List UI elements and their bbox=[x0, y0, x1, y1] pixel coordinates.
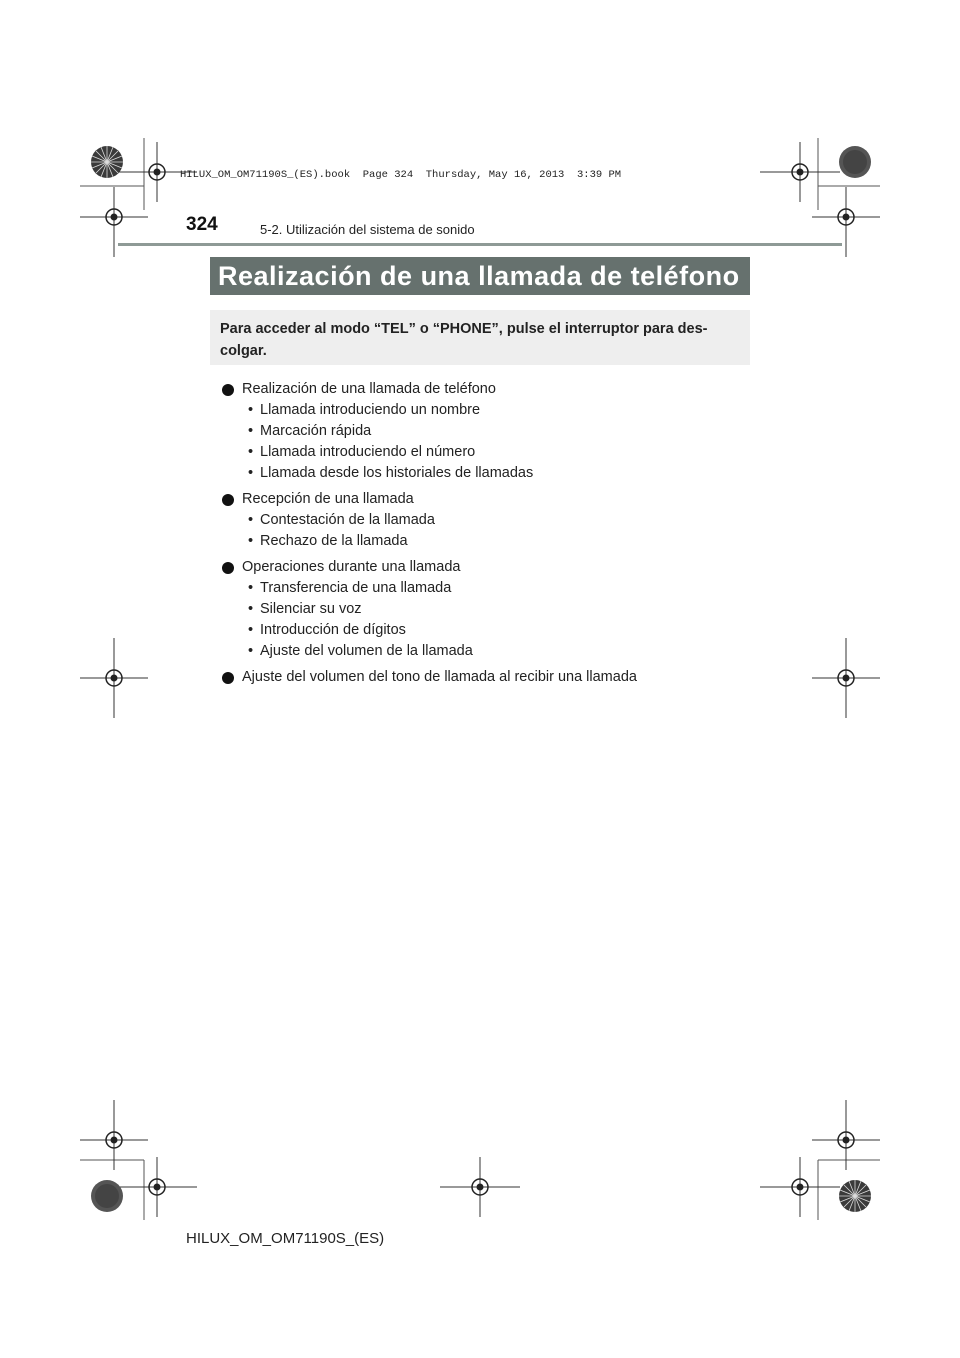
crosshair-mark bbox=[80, 187, 148, 257]
list-item-label: Ajuste del volumen del tono de llamada al recibir una llamada bbox=[242, 669, 637, 685]
sub-list-item-label: Ajuste del volumen de la llamada bbox=[260, 643, 473, 659]
crosshair-mark bbox=[80, 638, 148, 718]
sub-list-item: • Marcación rápida bbox=[222, 421, 752, 442]
sub-list-item: • Llamada introduciendo el número bbox=[222, 442, 752, 463]
sub-list-item-label: Llamada introduciendo un nombre bbox=[260, 402, 481, 418]
sub-list-item: • Silenciar su voz bbox=[222, 599, 752, 620]
crosshair-mark bbox=[760, 142, 840, 202]
gray-circle-mark bbox=[839, 146, 871, 178]
sub-list-item: • Llamada desde los historiales de llamadas bbox=[222, 463, 752, 484]
sub-list-item: • Introducción de dígitos bbox=[222, 620, 752, 641]
sub-list-item-label: Silenciar su voz bbox=[260, 601, 362, 617]
sub-list-item-label: Llamada introduciendo el número bbox=[260, 444, 476, 460]
sub-list-item-label: Rechazo de la llamada bbox=[260, 533, 408, 549]
list-group bbox=[222, 667, 752, 688]
page-number: 324 bbox=[186, 214, 218, 235]
sub-list-item-label: Transferencia de una llamada bbox=[260, 580, 452, 596]
pdf-info-line: HILUX_OM_OM71190S_(ES).book Page 324 Thursday, May 16, 2013 3:39 PM bbox=[180, 169, 622, 181]
list-group bbox=[222, 489, 752, 552]
sub-list-item-label: Marcación rápida bbox=[260, 423, 372, 439]
crosshair-mark bbox=[760, 1157, 840, 1217]
bullet-disc-icon bbox=[222, 494, 234, 506]
list-item bbox=[222, 667, 752, 688]
content-list bbox=[222, 379, 752, 693]
crosshair-mark bbox=[812, 187, 880, 257]
list-item bbox=[222, 379, 752, 400]
bullet-disc-icon bbox=[222, 672, 234, 684]
gray-circle-mark bbox=[91, 1180, 123, 1212]
footer-doc-code: HILUX_OM_OM71190S_(ES) bbox=[186, 1230, 385, 1247]
list-group bbox=[222, 557, 752, 662]
sub-list-item: • Ajuste del volumen de la llamada bbox=[222, 641, 752, 662]
crosshair-mark bbox=[812, 638, 880, 718]
intro-box bbox=[210, 310, 750, 365]
sub-list-item-label: Introducción de dígitos bbox=[260, 622, 406, 638]
section-heading: 5-2. Utilización del sistema de sonido bbox=[260, 222, 475, 237]
sub-list-item: • Llamada introduciendo un nombre bbox=[222, 400, 752, 421]
list-item-label: Recepción de una llamada bbox=[242, 491, 414, 507]
crosshair-mark bbox=[117, 1157, 197, 1217]
list-item-label: Realización de una llamada de teléfono bbox=[242, 381, 496, 397]
header-rule bbox=[118, 243, 842, 246]
page-title: Realización de una llamada de teléfono bbox=[210, 257, 750, 295]
list-item bbox=[222, 557, 752, 578]
list-item bbox=[222, 489, 752, 510]
sub-list-item-label: Llamada desde los historiales de llamadas bbox=[260, 465, 534, 481]
starburst-mark bbox=[839, 1180, 871, 1212]
list-item-label: Operaciones durante una llamada bbox=[242, 559, 461, 575]
sub-list-item-label: Contestación de la llamada bbox=[260, 512, 435, 528]
sub-list-item: • Contestación de la llamada bbox=[222, 510, 752, 531]
sub-list-item: • Rechazo de la llamada bbox=[222, 531, 752, 552]
sub-list-item: • Transferencia de una llamada bbox=[222, 578, 752, 599]
intro-text: Para acceder al modo “TEL” o “PHONE”, pulse el interruptor para des-colgar. bbox=[220, 321, 708, 359]
bullet-disc-icon bbox=[222, 384, 234, 396]
bullet-disc-icon bbox=[222, 562, 234, 574]
crosshair-mark bbox=[440, 1157, 520, 1217]
starburst-mark bbox=[91, 146, 123, 178]
list-group bbox=[222, 379, 752, 484]
